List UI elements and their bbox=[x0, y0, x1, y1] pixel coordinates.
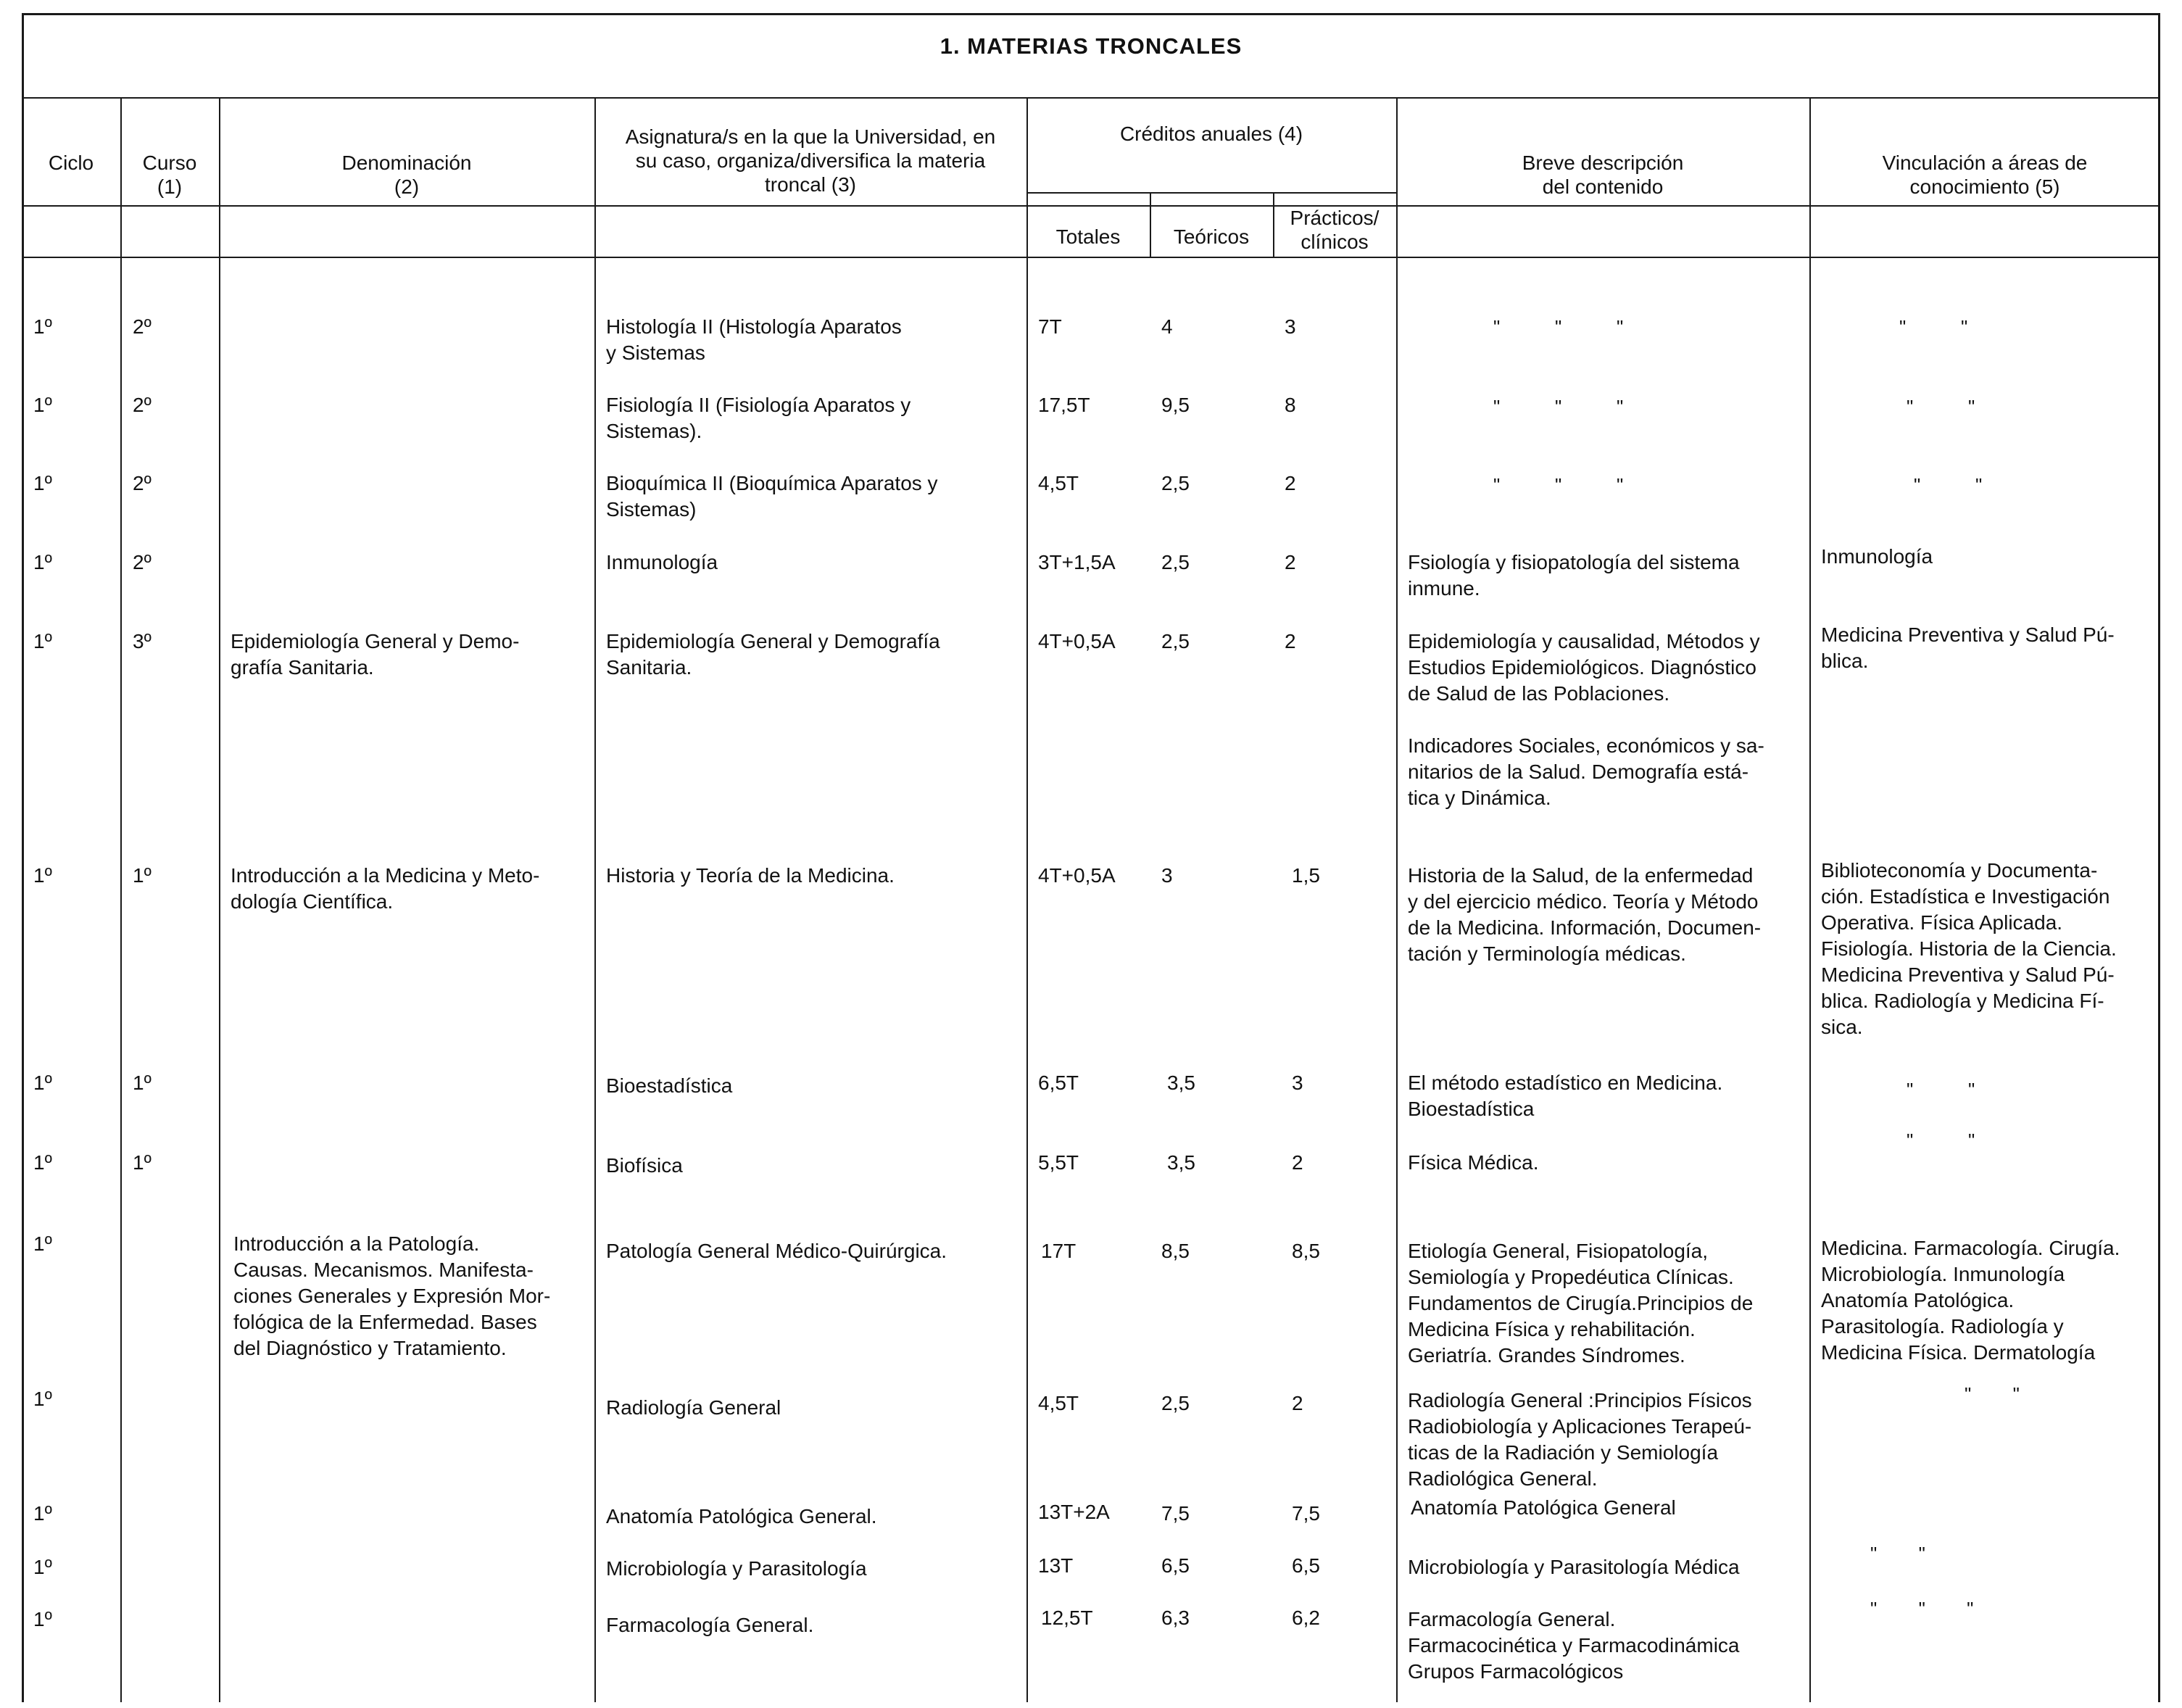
cell-asignatura: Microbiología y Parasitología bbox=[606, 1557, 867, 1580]
cell-ciclo: 1º bbox=[33, 1071, 52, 1094]
cell-ciclo: 1º bbox=[33, 472, 52, 494]
cell-vinculacion: Medicina. Farmacología. Cirugía. Microbiología. Inmunología Anatomía Patológica. Parasitología. Radiología y Medicina Física. Dermatología bbox=[1821, 1237, 2120, 1364]
ditto-mark: " " " bbox=[1493, 396, 1625, 418]
cell-practicos: 2 bbox=[1285, 472, 1296, 494]
cell-asignatura: Patología General Médico-Quirúrgica. bbox=[606, 1240, 947, 1262]
cell-descripcion: El método estadístico en Medicina. Bioestadística bbox=[1408, 1071, 1723, 1120]
header-vinculacion: Vinculación a áreas de conocimiento (5) bbox=[1882, 152, 2088, 198]
ditto-mark: " " bbox=[1870, 1543, 1927, 1564]
cell-asignatura: Epidemiología General y Demografía Sanitaria. bbox=[606, 630, 940, 679]
cell-curso: 2º bbox=[133, 551, 152, 573]
header-totales: Totales bbox=[1055, 225, 1121, 248]
cell-denominacion: Introducción a la Medicina y Meto- dología Científica. bbox=[231, 864, 540, 913]
cell-asignatura: Farmacología General. bbox=[606, 1614, 814, 1636]
cell-totales: 7T bbox=[1038, 315, 1062, 338]
cell-asignatura: Historia y Teoría de la Medicina. bbox=[606, 864, 895, 887]
cell-practicos: 7,5 bbox=[1292, 1502, 1320, 1525]
troncales-table bbox=[22, 13, 2160, 1702]
cell-teoricos: 3,5 bbox=[1167, 1151, 1195, 1174]
col-rule bbox=[219, 99, 220, 1702]
cell-ciclo: 1º bbox=[33, 394, 52, 416]
cell-asignatura: Radiología General bbox=[606, 1396, 781, 1419]
cell-descripcion: Anatomía Patológica General bbox=[1411, 1496, 1676, 1519]
cell-descripcion: Microbiología y Parasitología Médica bbox=[1408, 1556, 1740, 1578]
cell-totales: 4T+0,5A bbox=[1038, 864, 1116, 887]
cell-totales: 4T+0,5A bbox=[1038, 630, 1116, 652]
title-divider bbox=[22, 97, 2160, 99]
cell-ciclo: 1º bbox=[33, 864, 52, 887]
cell-practicos: 6,2 bbox=[1292, 1607, 1320, 1629]
cell-vinculacion: Medicina Preventiva y Salud Pú- blica. bbox=[1821, 623, 2115, 672]
cell-totales: 4,5T bbox=[1038, 472, 1079, 494]
cell-totales: 5,5T bbox=[1038, 1151, 1079, 1174]
cell-descripcion: Radiología General :Principios Físicos Radiobiología y Aplicaciones Terapeú- ticas de la Radiación y Semiología Radiológica General. bbox=[1408, 1389, 1752, 1490]
cell-practicos: 2 bbox=[1292, 1151, 1303, 1174]
cell-teoricos: 4 bbox=[1161, 315, 1173, 338]
ditto-mark: " " " bbox=[1870, 1598, 1975, 1620]
ditto-mark: " " " bbox=[1493, 474, 1625, 496]
ditto-mark: " " bbox=[1899, 316, 1970, 338]
cell-ciclo: 1º bbox=[33, 551, 52, 573]
header-subdivider-left bbox=[22, 205, 2160, 207]
header-bottom-rule bbox=[22, 257, 2160, 258]
cell-practicos: 1,5 bbox=[1292, 864, 1320, 887]
ditto-mark: " " bbox=[1965, 1383, 2021, 1405]
cell-totales: 3T+1,5A bbox=[1038, 551, 1116, 573]
cell-curso: 2º bbox=[133, 394, 152, 416]
cell-teoricos: 8,5 bbox=[1161, 1240, 1190, 1262]
cell-ciclo: 1º bbox=[33, 1608, 52, 1630]
cell-asignatura: Fisiología II (Fisiología Aparatos y Sistemas). bbox=[606, 394, 911, 442]
cell-descripcion: Epidemiología y causalidad, Métodos y Estudios Epidemiológicos. Diagnóstico de Salud de las Poblaciones. Indicadores Sociales, económicos y sa- nitarios de la Salud. Demografía está- tica y Dinámica. bbox=[1408, 630, 1764, 809]
cell-curso: 3º bbox=[133, 630, 152, 652]
cell-ciclo: 1º bbox=[33, 1232, 52, 1255]
cell-teoricos: 6,3 bbox=[1161, 1607, 1190, 1629]
cell-asignatura: Biofísica bbox=[606, 1154, 683, 1177]
cell-totales: 4,5T bbox=[1038, 1392, 1079, 1414]
cell-descripcion: Farmacología General. Farmacocinética y Farmacodinámica Grupos Farmacológicos bbox=[1408, 1608, 1740, 1683]
cell-ciclo: 1º bbox=[33, 1388, 52, 1410]
ditto-mark: " " bbox=[1907, 1079, 1977, 1100]
cell-curso: 2º bbox=[133, 315, 152, 338]
header-practicos: Prácticos/ clínicos bbox=[1290, 207, 1380, 253]
cell-teoricos: 6,5 bbox=[1161, 1554, 1190, 1577]
cell-ciclo: 1º bbox=[33, 1151, 52, 1174]
cell-teoricos: 2,5 bbox=[1161, 630, 1190, 652]
cell-teoricos: 7,5 bbox=[1161, 1502, 1190, 1525]
cell-denominacion: Introducción a la Patología. Causas. Mecanismos. Manifesta- ciones Generales y Expresión Mor- fológica de la Enfermedad. Bases del Diagnóstico y Tratamiento. bbox=[233, 1232, 551, 1359]
col-rule bbox=[1396, 99, 1398, 1702]
cell-curso: 1º bbox=[133, 1071, 152, 1094]
cell-teoricos: 2,5 bbox=[1161, 1392, 1190, 1414]
cell-practicos: 2 bbox=[1285, 630, 1296, 652]
cell-totales: 13T bbox=[1038, 1554, 1074, 1577]
cell-asignatura: Histología II (Histología Aparatos y Sistemas bbox=[606, 315, 902, 364]
cell-vinculacion: Inmunología bbox=[1821, 545, 1933, 568]
cell-practicos: 2 bbox=[1292, 1392, 1303, 1414]
page-title: 1. MATERIAS TRONCALES bbox=[939, 33, 1243, 59]
cell-asignatura: Bioestadística bbox=[606, 1074, 733, 1097]
ditto-mark: " " " bbox=[1493, 316, 1625, 338]
cell-totales: 17T bbox=[1041, 1240, 1077, 1262]
cell-practicos: 6,5 bbox=[1292, 1554, 1320, 1577]
cell-descripcion: Historia de la Salud, de la enfermedad y del ejercicio médico. Teoría y Método de la Medicina. Información, Documen- tación y Terminología médicas. bbox=[1408, 864, 1762, 965]
cell-totales: 13T+2A bbox=[1038, 1501, 1110, 1523]
cell-vinculacion: Biblioteconomía y Documenta- ción. Estadística e Investigación Operativa. Física Aplicada. Fisiología. Historia de la Ciencia. Medicina Preventiva y Salud Pú- blica. Radiología y Medicina Fí- sica. bbox=[1821, 859, 2117, 1038]
creditos-divider bbox=[1026, 192, 1396, 194]
ditto-mark: " " bbox=[1907, 1129, 1977, 1151]
cell-totales: 6,5T bbox=[1038, 1071, 1079, 1094]
col-rule bbox=[120, 99, 122, 1702]
cell-curso: 1º bbox=[133, 1151, 152, 1174]
cell-totales: 17,5T bbox=[1038, 394, 1090, 416]
cell-teoricos: 2,5 bbox=[1161, 472, 1190, 494]
header-curso: Curso (1) bbox=[142, 152, 197, 198]
cell-asignatura: Anatomía Patológica General. bbox=[606, 1505, 877, 1527]
cell-teoricos: 2,5 bbox=[1161, 551, 1190, 573]
cell-practicos: 8,5 bbox=[1292, 1240, 1320, 1262]
header-descripcion: Breve descripción del contenido bbox=[1522, 152, 1684, 198]
cell-practicos: 3 bbox=[1285, 315, 1296, 338]
cell-ciclo: 1º bbox=[33, 1502, 52, 1525]
cell-teoricos: 9,5 bbox=[1161, 394, 1190, 416]
col-rule bbox=[1809, 99, 1811, 1702]
col-rule bbox=[594, 99, 596, 1702]
ditto-mark: " " bbox=[1914, 474, 1984, 496]
header-asignatura: Asignatura/s en la que la Universidad, en su caso, organiza/diversifica la materia troncal (3) bbox=[625, 125, 996, 196]
ditto-mark: " " bbox=[1907, 396, 1977, 418]
cell-practicos: 3 bbox=[1292, 1071, 1303, 1094]
cell-teoricos: 3 bbox=[1161, 864, 1173, 887]
header-creditos: Créditos anuales (4) bbox=[1119, 123, 1303, 145]
cell-teoricos: 3,5 bbox=[1167, 1071, 1195, 1094]
cell-descripcion: Física Médica. bbox=[1408, 1151, 1539, 1174]
cell-asignatura: Bioquímica II (Bioquímica Aparatos y Sistemas) bbox=[606, 472, 938, 521]
cell-practicos: 8 bbox=[1285, 394, 1296, 416]
cell-denominacion: Epidemiología General y Demo- grafía Sanitaria. bbox=[231, 630, 520, 679]
header-denominacion: Denominación (2) bbox=[341, 152, 472, 198]
cell-asignatura: Inmunología bbox=[606, 551, 718, 573]
cell-descripcion: Fsiología y fisiopatología del sistema inmune. bbox=[1408, 551, 1740, 600]
cell-descripcion: Etiología General, Fisiopatología, Semiología y Propedéutica Clínicas. Fundamentos de Cirugía.Principios de Medicina Física y rehabilitación. Geriatría. Grandes Síndromes. bbox=[1408, 1240, 1754, 1367]
col-rule bbox=[1026, 99, 1028, 1702]
cell-ciclo: 1º bbox=[33, 630, 52, 652]
cell-practicos: 2 bbox=[1285, 551, 1296, 573]
cell-ciclo: 1º bbox=[33, 1556, 52, 1578]
header-ciclo: Ciclo bbox=[48, 152, 94, 174]
cell-curso: 1º bbox=[133, 864, 152, 887]
cell-totales: 12,5T bbox=[1041, 1607, 1093, 1629]
cell-curso: 2º bbox=[133, 472, 152, 494]
cell-ciclo: 1º bbox=[33, 315, 52, 338]
header-teoricos: Teóricos bbox=[1173, 225, 1250, 248]
